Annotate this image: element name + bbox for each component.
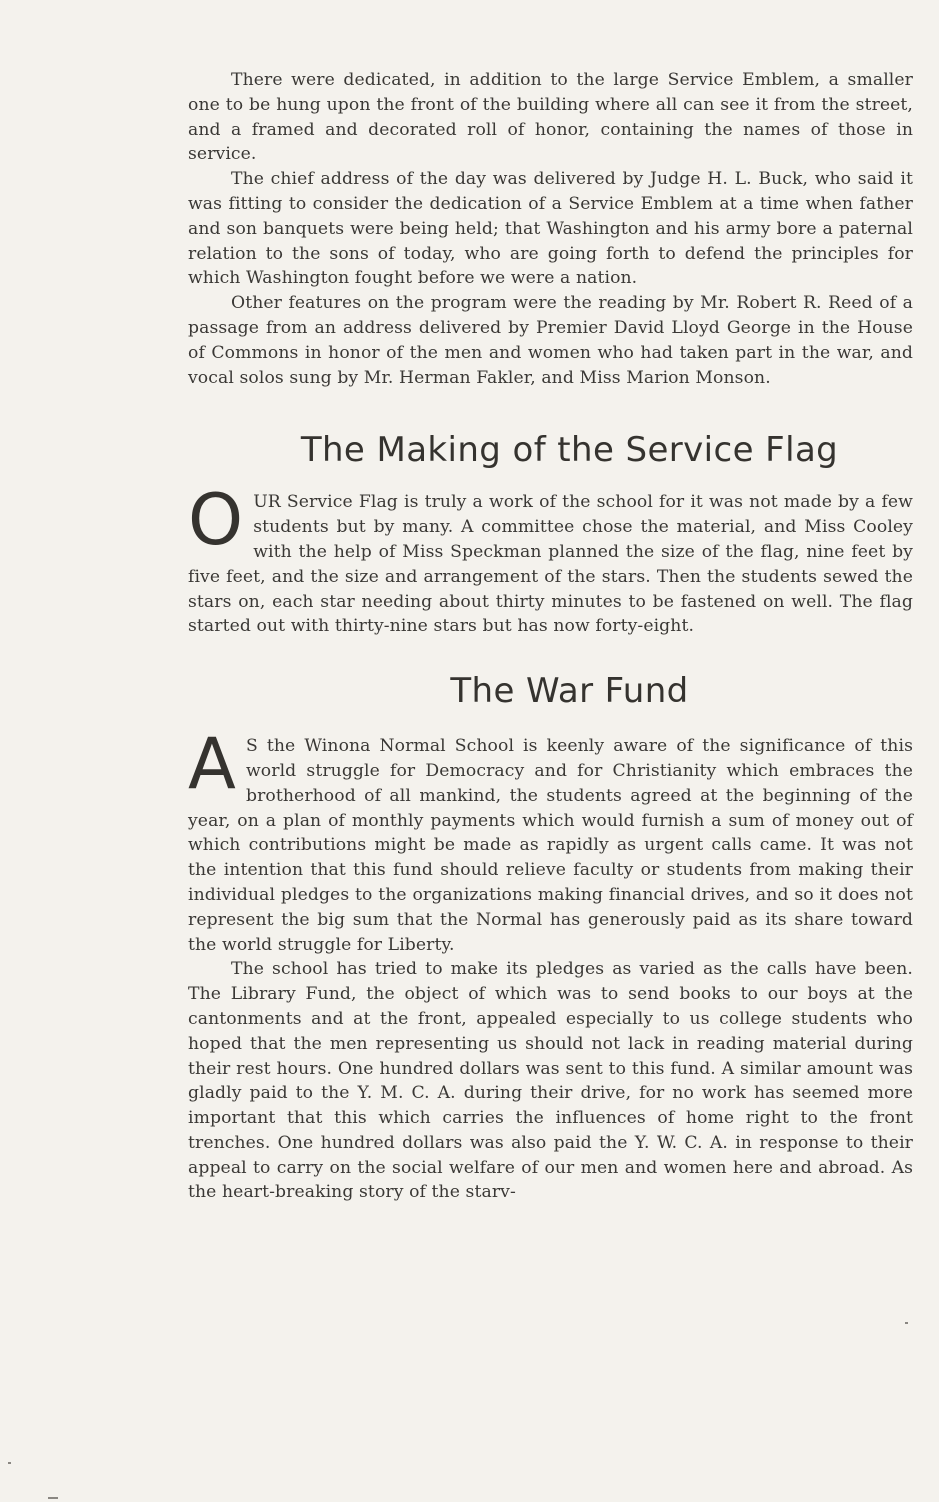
war-fund-paragraph-2: The school has tried to make its pledges as varied as the calls have been. The Library Fund, the object of which was to send books to our boys at the cantonments and at the front, appealed especially to us college students who hoped that the men representing us should not lack in reading material during their rest hours. One hundred dollars was sent to this fund. A similar amount was gladly paid to the Y. M. C. A. during their drive, for no work has seemed more important that this which carries the influences of home right to the front trenches. One hundred dollars was also paid the Y. W. C. A. in response to their appeal to carry on the social welfare of our men and women here and abroad. As the heart-breaking story of the starv- [188,959,913,1203]
war-fund-paragraph-1 [188,723,913,957]
service-flag-text: UR Service Flag is truly a work of the school for it was not made by a few students but by many. A committee chose the material, and Miss Cooley with the help of Miss Speckman planned the size of the flag, nine feet by five feet, and the size and arrangement of the stars. Then the students sewed the stars on, each star needing about thirty minutes to be fastened on well. The flag started out with thirty-nine stars but has now forty-eight. [188,492,913,637]
intro-paragraph-1: There were dedicated, in addition to the large Service Emblem, a smaller one to be hung upon the front of the building where all can see it from the street, and a framed and decorated roll of honor, containing the names of those in service. [188,70,913,165]
scan-speck [8,1462,11,1464]
intro-paragraph-2: The chief address of the day was delivered by Judge H. L. Buck, who said it was fitting to consider the dedication of a Service Emblem at a time when father and son banquets were being held; that Washington and his army bore a paternal relation to the sons of today, who are going forth to defend the principles for which Washington fought before we were a nation. [188,169,913,289]
scan-speck [48,1497,58,1499]
war-fund-text: S the Winona Normal School is keenly aware of the significance of this world struggle for Democracy and for Christianity which embraces the brotherhood of all mankind, the students agreed at the beginning of the year, on a plan of monthly payments which would furnish a sum of money out of which contributions might be made as rapidly as urgent calls came. It was not the intention that this fund should relieve faculty or students from making their individual pledges to the organizations making financial drives, and so it does not represent the big sum that the Normal has generously paid as its share toward the world struggle for Liberty. [188,736,913,955]
text-column [188,68,913,1205]
section-title-war-fund: The War Fund [450,671,689,712]
dropcap-letter: O [188,479,244,562]
section-title-service-flag: The Making of the Service Flag [300,430,839,471]
intro-paragraph-3: Other features on the program were the reading by Mr. Robert R. Reed of a passage from an address delivered by Premier David Lloyd George in the House of Commons in honor of the men and women who had taken part in the war, and vocal solos sung by Mr. Herman Fakler, and Miss Marion Monson. [188,293,913,388]
scan-speck [905,1322,908,1324]
dropcap-letter: A [188,723,236,806]
service-flag-paragraph [188,479,913,639]
